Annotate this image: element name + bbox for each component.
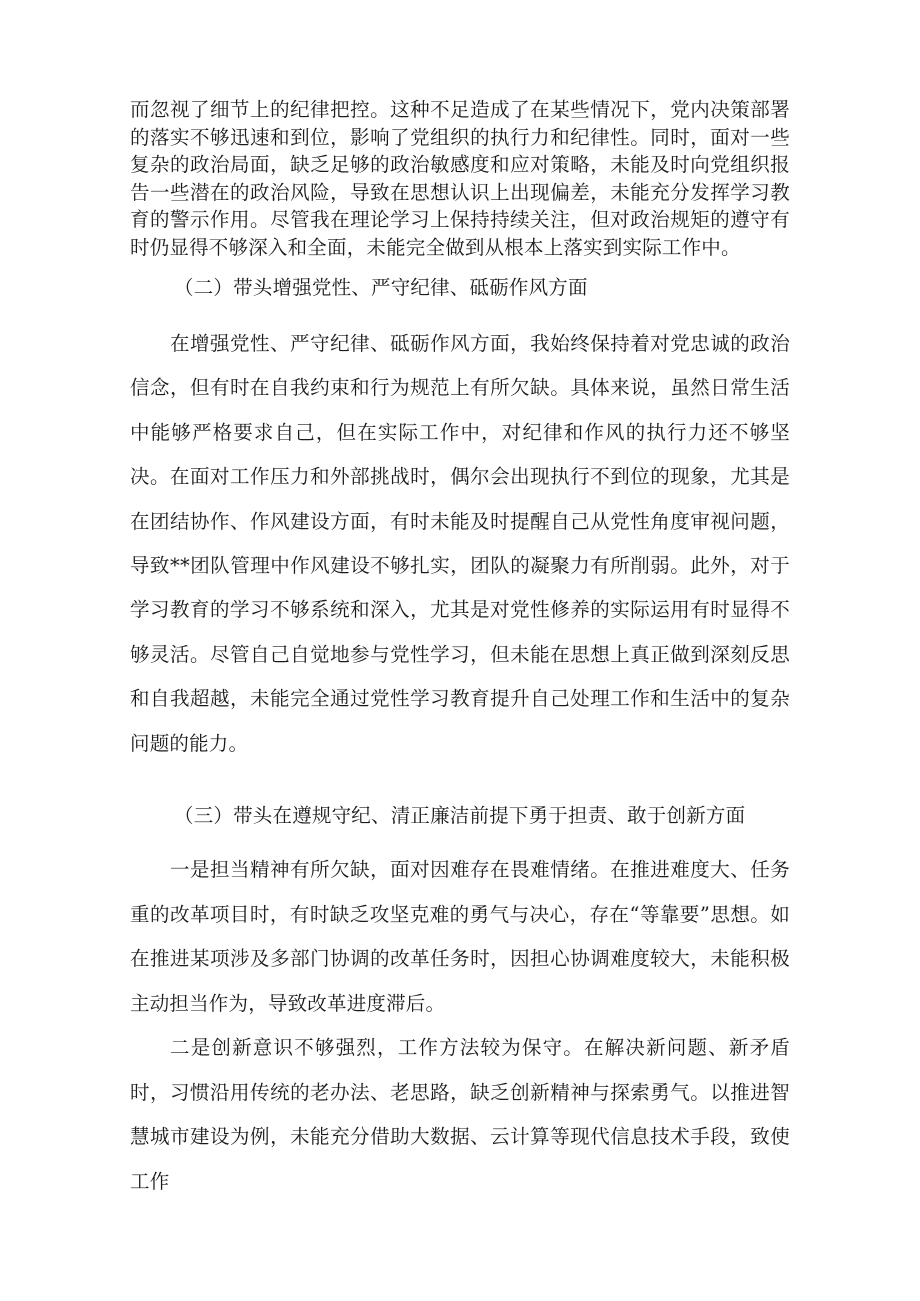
paragraph-section-3-second: 二是创新意识不够强烈，工作方法较为保守。在解决新问题、新矛盾时，习惯沿用传统的老办法、老思路，缺乏创新精神与探索勇气。以推进智慧城市建设为例，未能充分借助大数据、云计算等现代信息技术手段，致使工作 bbox=[130, 1036, 790, 1193]
section-heading-2: （二）带头增强党性、严守纪律、砥砺作风方面 bbox=[174, 276, 588, 299]
paragraph-section-3-first: 一是担当精神有所欠缺，面对因难存在畏难情绪。在推进难度大、任务重的改革项目时，有时缺乏攻坚克难的勇气与决心，存在“等靠要”思想。如在推进某项涉及多部门协调的改革任务时，因担心协调难度较大，未能积极主动担当作为，导致改革进度滞后。 bbox=[130, 858, 790, 1015]
paragraph-section-2: 在增强党性、严守纪律、砥砺作风方面，我始终保持着对党忠诚的政治信念，但有时在自我约束和行为规范上有所欠缺。具体来说，虽然日常生活中能够严格要求自己，但在实际工作中，对纪律和作风的执行力还不够坚决。在面对工作压力和外部挑战时，偶尔会出现执行不到位的现象，尤其是在团结协作、作风建设方面，有时未能及时提醒自己从党性角度审视问题，导致**团队管理中作风建设不够扎实，团队的凝聚力有所削弱。此外，对于学习教育的学习不够系统和深入，尤其是对党性修养的实际运用有时显得不够灵活。尽管自己自觉地参与党性学习，但未能在思想上真正做到深刻反思和自我超越，未能完全通过党性学习教育提升自己处理工作和生活中的复杂问题的能力。 bbox=[130, 332, 790, 755]
paragraph-continued: 而忽视了细节上的纪律把控。这种不足造成了在某些情况下，党内决策部署的落实不够迅速和到位，影响了党组织的执行力和纪律性。同时，面对一些复杂的政治局面，缺乏足够的政治敏感度和应对策略，未能及时向党组织报告一些潜在的政治风险，导致在思想认识上出现偏差，未能充分发挥学习教育的警示作用。尽管我在理论学习上保持持续关注，但对政治规矩的遵守有时仍显得不够深入和全面，未能完全做到从根本上落实到实际工作中。 bbox=[130, 98, 790, 259]
section-heading-3: （三）带头在遵规守纪、清正廉洁前提下勇于担责、敢于创新方面 bbox=[174, 804, 746, 827]
